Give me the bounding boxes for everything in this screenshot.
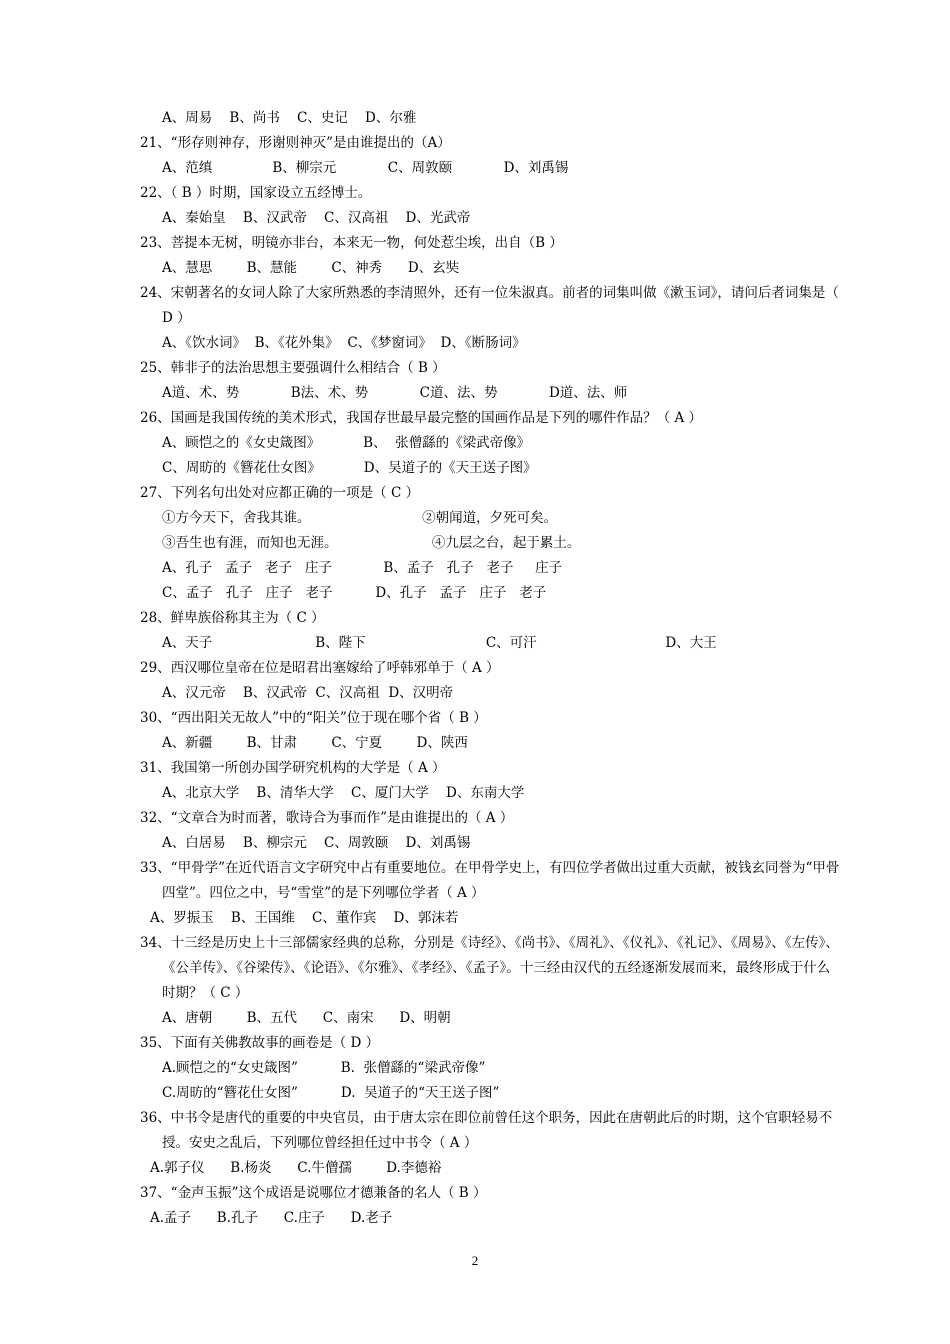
question-text: 37、“金声玉振”这个成语是说哪位才德兼备的名人（ B ） <box>140 1185 487 1201</box>
answer-options: C、孟子 孔子 庄子 老子 D、孔子 孟子 庄子 老子 <box>162 585 547 601</box>
answer-options: A、《饮水词》 B、《花外集》 C、《梦窗词》 D、《断肠词》 <box>162 335 526 351</box>
answer-options: A、新疆 B、甘肃 C、宁夏 D、陕西 <box>162 735 468 751</box>
answer-options: A.孟子 B.孔子 C.庄子 D.老子 <box>150 1210 393 1226</box>
answer-options: A、汉元帝 B、汉武帝 C、汉高祖 D、汉明帝 <box>162 685 454 701</box>
answer-options: A.郭子仪 B.杨炎 C.牛僧孺 D.李德裕 <box>150 1160 442 1176</box>
answer-options: A、范缜 B、柳宗元 C、周敦颐 D、刘禹锡 <box>162 160 569 176</box>
question-text: 24、宋朝著名的女词人除了大家所熟悉的李清照外，还有一位朱淑真。前者的词集叫做《漱玉词》，请问后者词集是（ D ） <box>140 285 839 326</box>
page-number: 2 <box>471 1253 479 1268</box>
answer-options: A、慧思 B、慧能 C、神秀 D、玄奘 <box>162 260 460 276</box>
answer-options: C.周昉的“簪花仕女图” D. 吴道子的“天王送子图” <box>162 1085 500 1101</box>
question-text: 29、西汉哪位皇帝在位是昭君出塞嫁给了呼韩邪单于（ A ） <box>140 660 500 676</box>
question-text: 23、菩提本无树，明镜亦非台，本来无一物，何处惹尘埃，出自（B ） <box>140 235 563 251</box>
answer-options: A道、术、势 B法、术、势 C道、法、势 D道、法、师 <box>162 385 628 401</box>
answer-options: A、天子 B、陛下 C、可汗 D、大王 <box>162 635 717 651</box>
question-text: 34、十三经是历史上十三部儒家经典的总称，分别是《诗经》、《尚书》、《周礼》、《仪礼》、《礼记》、《周易》、《左传》、《公羊传》、《谷梁传》、《论语》、《尔雅》、《孝经》、《孟子》。十三经由汉代的五经逐渐发展而来，最终形成于什么时期？（ C ） <box>140 935 839 1001</box>
answer-options: A、白居易 B、柳宗元 C、周敦颐 D、刘禹锡 <box>162 835 471 851</box>
question-list <box>140 106 840 1231</box>
question-text: 26、国画是我国传统的美术形式，我国存世最早最完整的国画作品是下列的哪件作品？（ A ） <box>140 410 703 426</box>
question-text: 35、下面有关佛教故事的画卷是（ D ） <box>140 1035 380 1051</box>
question-text: 31、我国第一所创办国学研究机构的大学是（ A ） <box>140 760 446 776</box>
question-text: 36、中书令是唐代的重要的中央官员，由于唐太宗在即位前曾任这个职务，因此在唐朝此后的时期，这个官职轻易不授。安史之乱后，下列哪位曾经担任过中书令（ A ） <box>140 1110 833 1151</box>
question-text: 25、韩非子的法治思想主要强调什么相结合（ B ） <box>140 360 446 376</box>
answer-options: A.顾恺之的“女史箴图” B. 张僧繇的“梁武帝像” <box>162 1060 486 1076</box>
answer-options: A、秦始皇 B、汉武帝 C、汉高祖 D、光武帝 <box>162 210 471 226</box>
question-text: 33、“甲骨学”在近代语言文字研究中占有重要地位。在甲骨学史上，有四位学者做出过重大贡献，被钱玄同誉为“甲骨四堂”。四位之中，号“雪堂”的是下列哪位学者（ A ） <box>140 860 840 901</box>
answer-options: A、北京大学 B、清华大学 C、厦门大学 D、东南大学 <box>162 785 525 801</box>
answer-options: ①方今天下，舍我其谁。 ②朝闻道，夕死可矣。 <box>162 510 558 526</box>
answer-options: C、周昉的《簪花仕女图》 D、吴道子的《天王送子图》 <box>162 460 537 476</box>
answer-options: A、周易 B、尚书 C、史记 D、尔雅 <box>162 110 417 126</box>
answer-options: A、唐朝 B、五代 C、南宋 D、明朝 <box>162 1010 451 1026</box>
answer-options: ③吾生也有涯，而知也无涯。 ④九层之台，起于累土。 <box>162 535 581 551</box>
answer-options: A、罗振玉 B、王国维 C、董作宾 D、郭沫若 <box>150 910 459 926</box>
question-text: 27、下列名句出处对应都正确的一项是（ C ） <box>140 485 420 501</box>
answer-options: A、顾恺之的《女史箴图》 B、 张僧繇的《梁武帝像》 <box>162 435 531 451</box>
question-text: 30、“西出阳关无故人”中的“阳关”位于现在哪个省（ B ） <box>140 710 487 726</box>
question-text: 28、鲜卑族俗称其主为（ C ） <box>140 610 325 626</box>
answer-options: A、孔子 孟子 老子 庄子 B、孟子 孔子 老子 庄子 <box>162 560 562 576</box>
question-text: 21、“形存则神存，形谢则神灭”是由谁提出的（A） <box>140 135 451 151</box>
question-text: 32、“文章合为时而著，歌诗合为事而作”是由谁提出的（ A ） <box>140 810 514 826</box>
question-text: 22、（ B ）时期，国家设立五经博士。 <box>140 185 372 201</box>
